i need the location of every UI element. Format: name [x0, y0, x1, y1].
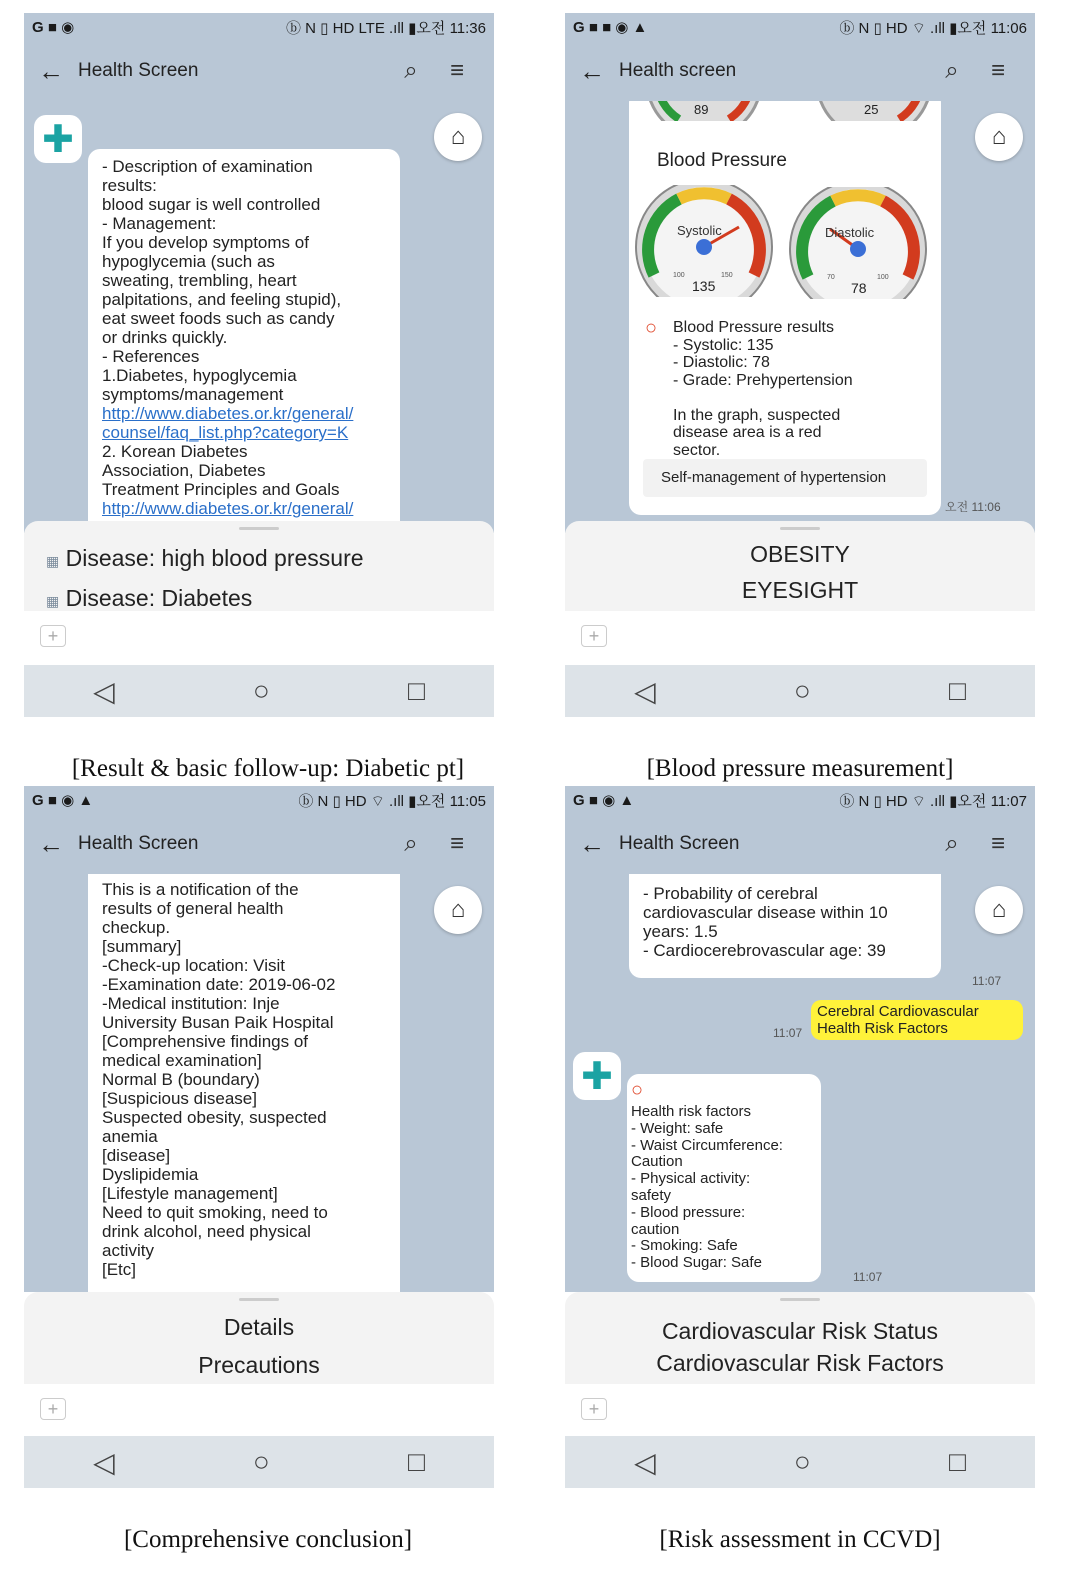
back-arrow-icon[interactable]: ←: [38, 828, 64, 859]
message-line: - Description of examination: [102, 157, 313, 176]
nav-back-icon[interactable]: ◁: [634, 675, 656, 707]
message-line: University Busan Paik Hospital: [102, 1013, 334, 1032]
nav-recent-icon[interactable]: □: [948, 1446, 966, 1477]
message-line: -Check-up location: Visit: [102, 956, 285, 975]
message-line: [Etc]: [102, 1260, 137, 1279]
risk-line: - Weight: safe: [631, 1119, 724, 1137]
status-left-icons: G ■ ◉: [32, 19, 75, 36]
quick-reply-diabetes[interactable]: ▦ Disease: Diabetes: [46, 585, 253, 611]
message-line: [Comprehensive findings of: [102, 1032, 309, 1051]
message-line: 2. Korean Diabetes: [102, 442, 248, 461]
screen-comprehensive-conclusion: [24, 786, 494, 1506]
quick-reply-obesity[interactable]: OBESITY: [750, 541, 850, 567]
result-line: - Systolic: 135: [673, 336, 774, 354]
back-arrow-icon[interactable]: ←: [579, 828, 605, 859]
message-line: 1.Diabetes, hypoglycemia: [102, 366, 297, 385]
message-line: [summary]: [102, 937, 182, 956]
quick-reply-precautions[interactable]: Precautions: [198, 1352, 320, 1378]
result-line: [673, 389, 933, 407]
result-line: - Grade: Prehypertension: [673, 371, 853, 389]
plus-icon[interactable]: +: [581, 625, 607, 647]
diastolic-tick-low: 70: [827, 274, 835, 281]
result-line: sector.: [673, 441, 721, 459]
risk-line: caution: [631, 1220, 680, 1238]
menu-icon[interactable]: ≡: [990, 830, 1005, 857]
risk-line: - Smoking: Safe: [631, 1237, 738, 1255]
status-right-info: ⓑ N ▯ HD ⌔ .ıll ▮오전 11:06: [839, 19, 1027, 37]
message-line: results:: [102, 176, 157, 195]
app-bar: [565, 41, 1035, 101]
panel-handle[interactable]: [239, 527, 279, 530]
result-line: - Diastolic: 78: [673, 354, 770, 371]
message-line: cardiovascular disease within 10: [643, 903, 888, 922]
risk-line: Caution: [631, 1153, 683, 1171]
message-line: Association, Diabetes: [102, 461, 266, 480]
top-gauge-right-tick-low: [845, 101, 854, 103]
app-bar: [24, 41, 494, 101]
message-line: sweating, trembling, heart: [102, 271, 297, 290]
panel-handle[interactable]: [780, 1298, 820, 1301]
risk-circle-icon: ○: [631, 1079, 644, 1101]
risk-line: Health risk factors: [631, 1103, 752, 1120]
caption-diabetic: [Result & basic follow-up: Diabetic pt]: [71, 755, 465, 782]
quick-reply-risk-status[interactable]: Cardiovascular Risk Status: [661, 1318, 939, 1344]
nav-recent-icon[interactable]: □: [407, 1446, 425, 1477]
status-left-icons: G ■ ■ ◉ ▲: [573, 19, 648, 36]
top-gauge-left-tick-low: [669, 101, 678, 103]
screen-diabetes-result: [24, 13, 494, 733]
systolic-gauge: [631, 185, 777, 297]
quick-reply-panel: [24, 521, 494, 611]
home-icon[interactable]: ⌂: [975, 886, 1023, 934]
app-title: Health Screen: [619, 833, 740, 854]
status-right-info: ⓑ N ▯ HD ⌔ .ıll ▮오전 11:07: [839, 792, 1027, 810]
nav-home-icon[interactable]: ○: [252, 1446, 270, 1477]
quick-reply-panel: [565, 521, 1035, 611]
nav-home-icon[interactable]: ○: [793, 675, 811, 706]
status-bar: [24, 13, 494, 41]
top-gauge-left-tick-high: [727, 101, 741, 103]
bot-avatar-icon: ✚: [573, 1052, 621, 1100]
message-line: medical examination]: [102, 1051, 262, 1070]
user-message-bubble: [811, 1000, 1023, 1040]
message-line: or drinks quickly.: [102, 328, 228, 347]
menu-icon[interactable]: ≡: [990, 57, 1005, 84]
message-time: 오전 11:06: [945, 500, 1001, 514]
message-line: Normal B (boundary): [102, 1070, 260, 1089]
plus-icon[interactable]: +: [40, 1398, 66, 1420]
back-arrow-icon[interactable]: ←: [579, 55, 605, 86]
android-nav-bar: [565, 665, 1035, 717]
user-message-time: 11:07: [773, 1026, 803, 1040]
reference-link[interactable]: http://www.diabetes.or.kr/general/: [102, 499, 354, 518]
status-bar: [565, 13, 1035, 41]
risk-message-time: 11:07: [853, 1270, 883, 1284]
message-line: -Examination date: 2019-06-02: [102, 975, 336, 994]
home-icon[interactable]: ⌂: [434, 886, 482, 934]
chat-area: [24, 101, 494, 533]
user-message-line: Health Risk Factors: [817, 1020, 948, 1037]
search-icon[interactable]: ⌕: [945, 830, 959, 857]
status-bar: [24, 786, 494, 814]
message-line: hypoglycemia (such as: [102, 252, 275, 271]
message-line: This is a notification of the: [102, 880, 299, 899]
caption-blood-pressure: [Blood pressure measurement]: [646, 755, 954, 782]
result-line: disease area is a red: [673, 424, 822, 441]
message-time: 11:07: [972, 974, 1002, 988]
risk-line: safety: [631, 1186, 672, 1204]
screen-blood-pressure: [565, 13, 1035, 733]
message-line: Treatment Principles and Goals: [102, 480, 340, 499]
input-row: [24, 1384, 494, 1436]
app-title: Health Screen: [78, 60, 199, 81]
message-line: years: 1.5: [643, 922, 718, 941]
quick-reply-panel: [565, 1292, 1035, 1384]
caption-risk-assessment: [Risk assessment in CCVD]: [659, 1526, 941, 1553]
chat-area: [24, 874, 494, 1292]
hospital-icon: ▦: [46, 593, 60, 609]
message-line: - Management:: [102, 214, 217, 233]
message-line: [Suspicious disease]: [102, 1089, 257, 1108]
chat-area: [565, 101, 1035, 533]
diastolic-gauge: [785, 187, 931, 299]
user-message-line: Cerebral Cardiovascular: [817, 1003, 979, 1020]
menu-icon[interactable]: ≡: [449, 830, 464, 857]
message-line: symptoms/management: [102, 385, 284, 404]
systolic-tick-low: 100: [673, 272, 685, 279]
reference-link[interactable]: http://www.diabetes.or.kr/general/: [102, 404, 354, 423]
result-line: Blood Pressure results: [673, 319, 834, 336]
top-gauge-left-value: 89: [694, 102, 709, 117]
risk-line: - Blood pressure:: [631, 1203, 746, 1221]
input-row: [565, 1384, 1035, 1436]
panel-handle[interactable]: [239, 1298, 279, 1301]
risk-line: - Physical activity:: [631, 1170, 751, 1188]
message-line: Suspected obesity, suspected: [102, 1108, 327, 1127]
app-bar: [24, 814, 494, 874]
message-line: - Probability of cerebral: [643, 884, 818, 903]
status-left-icons: G ■ ◉ ▲: [573, 792, 635, 809]
android-nav-bar: [24, 1436, 494, 1488]
top-gauge-left: [639, 101, 769, 121]
message-line: checkup.: [102, 918, 171, 937]
message-line: drink alcohol, need physical: [102, 1222, 311, 1241]
chat-message-bubble: [88, 149, 400, 533]
status-left-icons: G ■ ◉ ▲: [32, 792, 94, 809]
top-gauge-right-tick-high: [897, 101, 906, 103]
top-gauge-right-value: 25: [864, 102, 879, 117]
status-bar: [565, 786, 1035, 814]
home-icon[interactable]: ⌂: [975, 113, 1023, 161]
nav-home-icon[interactable]: ○: [252, 675, 270, 706]
quick-reply-high-blood-pressure[interactable]: ▦ Disease: high blood pressure: [46, 545, 364, 571]
message-line: Need to quit smoking, need to: [102, 1203, 328, 1222]
risk-line: - Waist Circumference:: [631, 1136, 783, 1154]
bot-avatar-icon: ✚: [34, 115, 82, 163]
message-line: - References: [102, 347, 200, 366]
diastolic-value: 78: [851, 280, 867, 296]
risk-line: - Blood Sugar: Safe: [631, 1254, 762, 1272]
nav-recent-icon[interactable]: □: [948, 675, 966, 706]
message-line: -Medical institution: Inje: [102, 994, 280, 1013]
top-gauge-right: [809, 101, 939, 121]
message-line: [disease]: [102, 1146, 171, 1165]
message-line: blood sugar is well controlled: [102, 195, 321, 214]
nav-back-icon[interactable]: ◁: [634, 1446, 656, 1478]
search-icon[interactable]: ⌕: [404, 830, 418, 857]
message-line: - Cardiocerebrovascular age: 39: [643, 941, 886, 960]
nav-back-icon[interactable]: ◁: [93, 675, 115, 707]
nav-back-icon[interactable]: ◁: [93, 1446, 115, 1478]
message-line: eat sweet foods such as candy: [102, 309, 335, 328]
bp-card: [629, 101, 941, 515]
probability-message-bubble: [629, 874, 941, 978]
screen-risk-assessment: [565, 786, 1035, 1506]
app-title: Health Screen: [78, 833, 199, 854]
status-right-info: ⓑ N ▯ HD LTE .ıll ▮오전 11:36: [286, 19, 486, 37]
message-line: If you develop symptoms of: [102, 233, 309, 252]
bp-result-text: [673, 319, 933, 459]
diastolic-label: Diastolic: [825, 225, 875, 240]
self-management-button[interactable]: Self-management of hypertension: [643, 459, 927, 497]
search-icon[interactable]: ⌕: [945, 57, 959, 84]
quick-reply-risk-factors[interactable]: Cardiovascular Risk Factors: [656, 1350, 944, 1376]
risk-factors-bubble: [627, 1074, 821, 1282]
reference-link[interactable]: counsel/faq_list.php?category=K: [102, 423, 349, 442]
nav-home-icon[interactable]: ○: [793, 1446, 811, 1477]
bp-title: Blood Pressure: [657, 150, 787, 171]
message-line: [Lifestyle management]: [102, 1184, 278, 1203]
input-row: [565, 611, 1035, 663]
panel-handle[interactable]: [780, 527, 820, 530]
app-bar: [565, 814, 1035, 874]
app-title: Health screen: [619, 60, 737, 81]
caption-comprehensive: [Comprehensive conclusion]: [123, 1526, 413, 1553]
message-line: results of general health: [102, 899, 284, 918]
nav-recent-icon[interactable]: □: [407, 675, 425, 706]
message-line: anemia: [102, 1127, 158, 1146]
search-icon[interactable]: ⌕: [404, 57, 418, 84]
result-circle-icon: ○: [645, 317, 658, 339]
chat-message-bubble: [88, 874, 400, 1292]
quick-reply-eyesight[interactable]: EYESIGHT: [741, 577, 859, 603]
systolic-value: 135: [692, 278, 716, 294]
chat-area: [565, 874, 1035, 1292]
diastolic-tick-high: 100: [877, 274, 889, 281]
status-right-info: ⓑ N ▯ HD ⌔ .ıll ▮오전 11:05: [298, 792, 486, 810]
back-arrow-icon[interactable]: ←: [38, 55, 64, 86]
systolic-tick-high: 150: [721, 272, 733, 279]
result-line: In the graph, suspected: [673, 406, 841, 424]
menu-icon[interactable]: ≡: [449, 57, 464, 84]
quick-reply-details[interactable]: Details: [223, 1314, 295, 1340]
message-line: palpitations, and feeling stupid),: [102, 290, 342, 309]
hospital-icon: ▦: [46, 553, 60, 569]
quick-reply-panel: [24, 1292, 494, 1384]
message-line: activity: [102, 1241, 154, 1260]
plus-icon[interactable]: +: [581, 1398, 607, 1420]
home-icon[interactable]: ⌂: [434, 113, 482, 161]
systolic-label: Systolic: [677, 223, 722, 238]
android-nav-bar: [565, 1436, 1035, 1488]
android-nav-bar: [24, 665, 494, 717]
message-line: Dyslipidemia: [102, 1165, 199, 1184]
input-row: [24, 611, 494, 663]
risk-factors-text: [631, 1104, 817, 1272]
plus-icon[interactable]: +: [40, 625, 66, 647]
